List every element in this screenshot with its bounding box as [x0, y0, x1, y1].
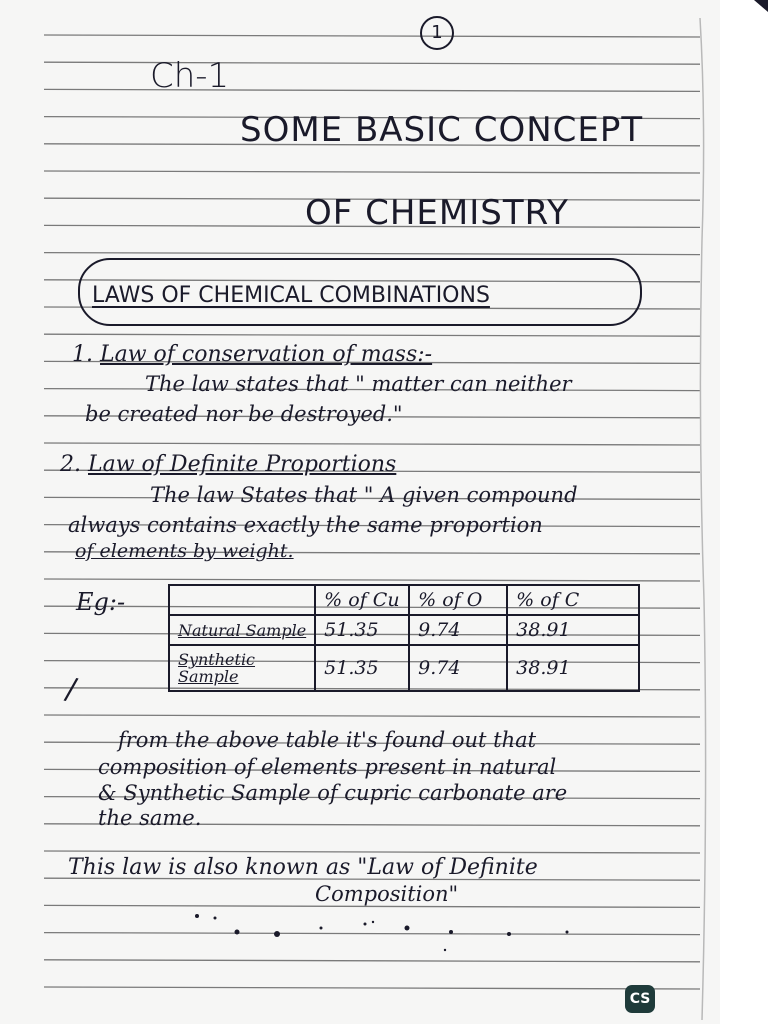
- conclusion-line2: composition of elements present in natural: [98, 755, 557, 779]
- table-cell: 38.91: [507, 645, 639, 691]
- page-corner-mark: [742, 0, 768, 14]
- conclusion-line3: & Synthetic Sample of cupric carbonate are: [98, 781, 568, 805]
- rule-line: [44, 334, 700, 336]
- example-label: Eg:-: [76, 588, 126, 616]
- table-header-cell: [169, 585, 315, 615]
- page-title-line1: SOME BASIC CONCEPT: [240, 110, 644, 150]
- rule-line: [44, 987, 700, 989]
- table-cell: 51.35: [315, 645, 409, 691]
- rule-line: [44, 62, 700, 64]
- table-header-cell: % of O: [409, 585, 507, 615]
- law2-text-line2: always contains exactly the same proportion: [68, 513, 543, 537]
- table-header-row: [169, 585, 639, 615]
- table-row: [169, 615, 639, 645]
- table-cell: 51.35: [315, 615, 409, 645]
- also-known-line2: Composition": [315, 882, 459, 906]
- chapter-label: Ch-1: [150, 56, 230, 96]
- law2-number: 2.: [60, 452, 81, 477]
- rule-line: [44, 171, 700, 173]
- table-header-cell: % of C: [507, 585, 639, 615]
- page-title-line2: OF CHEMISTRY: [305, 193, 569, 233]
- law1-text-line2: be created nor be destroyed.": [85, 402, 403, 426]
- table-header-cell: % of Cu: [315, 585, 409, 615]
- camscanner-logo: CS: [625, 985, 655, 1013]
- table-cell: 9.74: [409, 615, 507, 645]
- rule-line: [44, 960, 700, 962]
- rule-line: [44, 579, 700, 581]
- rule-line: [44, 35, 700, 37]
- table-cell: 9.74: [409, 645, 507, 691]
- section-heading: LAWS OF CHEMICAL COMBINATIONS: [92, 283, 490, 308]
- law1-title: Law of conservation of mass:-: [100, 342, 433, 367]
- law2-text-line3: of elements by weight.: [75, 540, 294, 562]
- rule-line: [44, 715, 700, 717]
- rule-line: [44, 253, 700, 255]
- rule-line: [44, 443, 700, 445]
- law2-text-line1: The law States that " A given compound: [150, 483, 578, 507]
- law2-title: Law of Definite Proportions: [88, 452, 397, 477]
- rule-line: [44, 89, 700, 91]
- table-row: [169, 645, 639, 691]
- table-row-label: Synthetic Sample: [169, 645, 315, 691]
- page-number: 1: [420, 16, 454, 50]
- also-known-line1: This law is also known as "Law of Definite: [68, 855, 538, 880]
- ink-specks: [195, 910, 615, 960]
- law2-heading: [60, 452, 396, 477]
- composition-table: [168, 584, 640, 692]
- table-cell: 38.91: [507, 615, 639, 645]
- law1-heading: [72, 342, 432, 367]
- conclusion-line4: the same.: [98, 806, 202, 830]
- law1-text-line1: The law states that " matter can neither: [145, 372, 572, 396]
- pen-mark: /: [62, 671, 80, 708]
- table-row-label: Natural Sample: [169, 615, 315, 645]
- rule-line: [44, 851, 700, 853]
- law1-number: 1.: [72, 342, 93, 367]
- conclusion-line1: from the above table it's found out that: [118, 728, 537, 752]
